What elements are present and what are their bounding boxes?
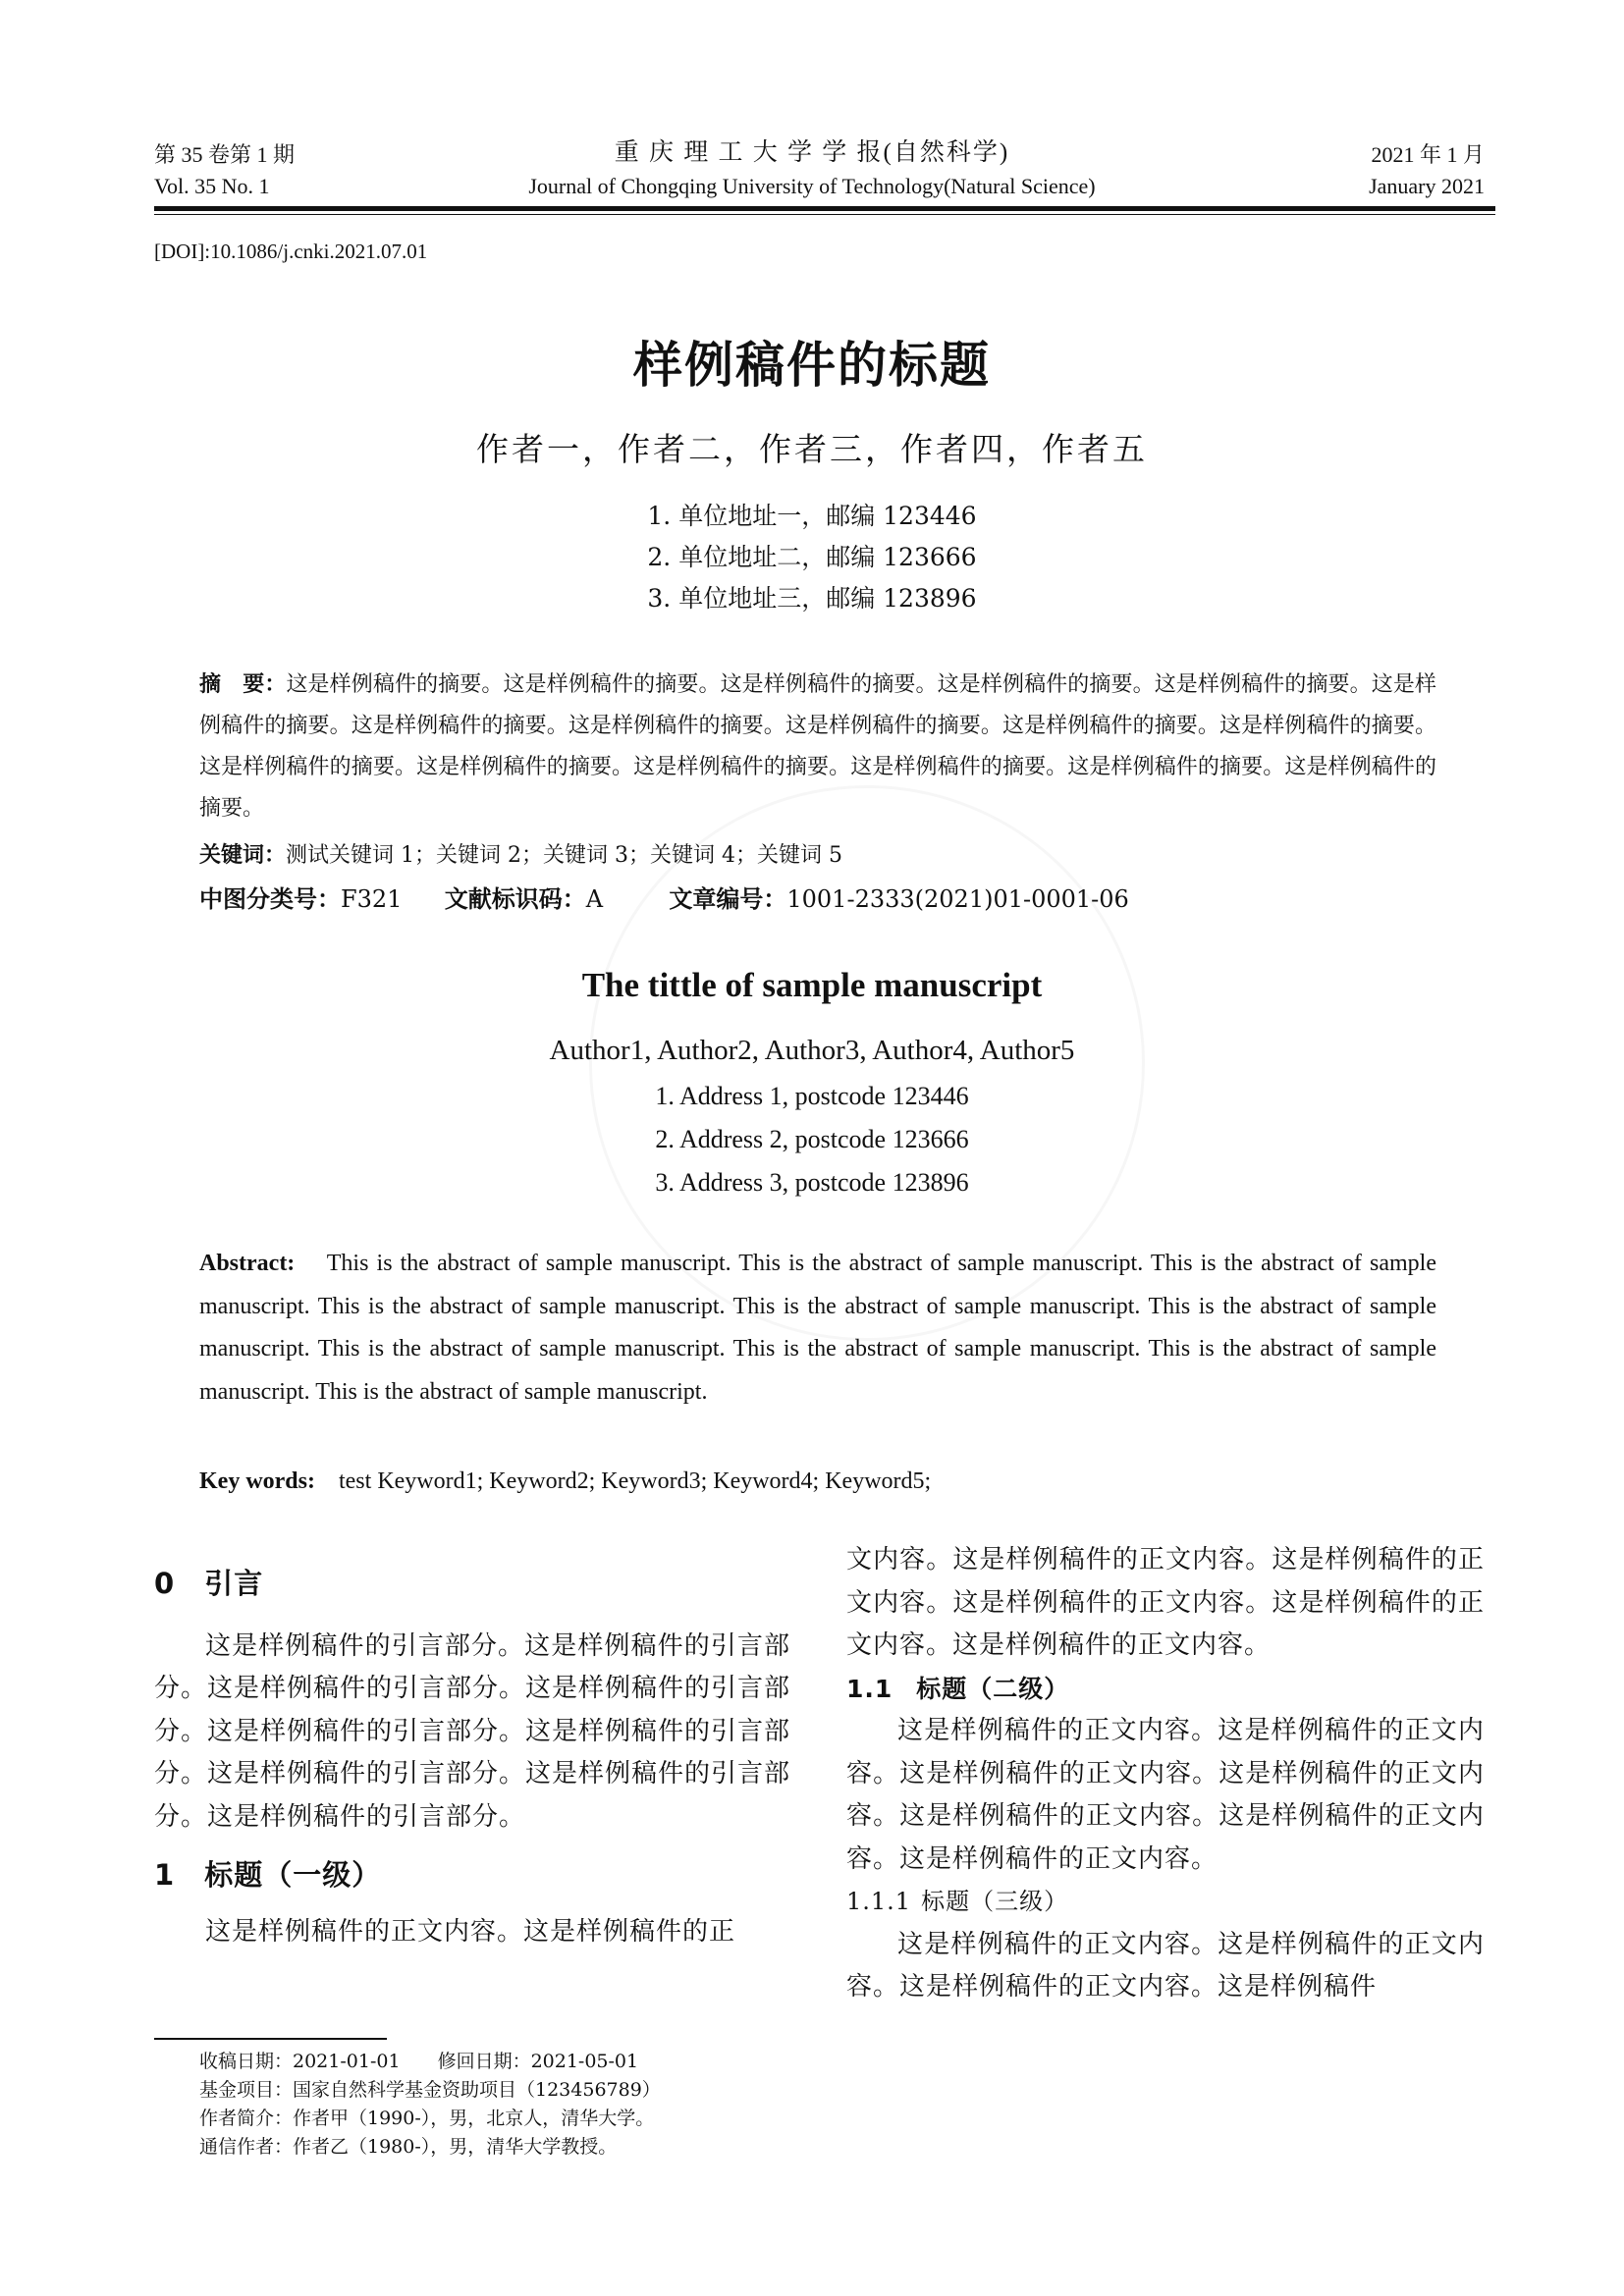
classification-line: [199, 879, 1476, 920]
affiliation-en-2: 2. Address 2, postcode 123666: [655, 1125, 969, 1153]
section-0-heading: [154, 1563, 790, 1606]
footnote-corresponding: 通信作者：作者乙（1980-），男，清华大学教授。: [199, 2136, 618, 2158]
affiliation-en-3: 3. Address 3, postcode 123896: [655, 1168, 969, 1197]
keywords-cn-text: 测试关键词 1；关键词 2；关键词 3；关键词 4；关键词 5: [286, 843, 842, 868]
section-1-1-1-heading: [846, 1881, 1485, 1924]
header-journal-cn: 重 庆 理 工 大 学 学 报(自然科学): [614, 139, 1010, 166]
abstract-en-text: This is the abstract of sample manuscript. This is the abstract of sample manuscript. This is the abstract of sample manuscript. This is the abstract of sample manuscript. This is the abstract of sample manuscript. This is the abstract of sample manuscript. This is the abstract of sample manuscript. This is the abstract of sample manuscript. This is the abstract of sample manuscript. This is the abstract of sample manuscript.: [199, 1251, 1436, 1405]
article-no-value: 1001-2333(2021)01-0001-06: [786, 885, 1129, 913]
header-journal-en: Journal of Chongqing University of Technology(Natural Science): [528, 174, 1096, 198]
header-volume-en: Vol. 35 No. 1: [154, 174, 270, 198]
section-0-title: 引言: [204, 1567, 264, 1600]
keywords-en: [199, 1461, 1436, 1504]
section-1-title: 标题（一级）: [204, 1858, 382, 1892]
footnote-fund: 基金项目：国家自然科学基金资助项目（123456789）: [199, 2079, 661, 2101]
section-1-1-number: 1.1: [846, 1674, 893, 1703]
footnote-dates: [199, 2048, 638, 2076]
abstract-cn-text: 这是样例稿件的摘要。这是样例稿件的摘要。这是样例稿件的摘要。这是样例稿件的摘要。这是样例稿件的摘要。这是样例稿件的摘要。这是样例稿件的摘要。这是样例稿件的摘要。这是样例稿件的摘要。这是样例稿件的摘要。这是样例稿件的摘要。这是样例稿件的摘要。这是样例稿件的摘要。这是样例稿件的摘要。这是样例稿件的摘要。这是样例稿件的摘要。这是样例稿件的摘要。: [199, 672, 1436, 821]
section-1-1-title: 标题（二级）: [916, 1674, 1070, 1703]
header-rule-thin: [154, 214, 1495, 215]
clc-value: F321: [341, 885, 403, 913]
doi: [DOI]:10.1086/j.cnki.2021.07.01: [154, 240, 428, 263]
keywords-en-label: Key words:: [199, 1468, 315, 1494]
authors-cn: 作者一，作者二，作者三，作者四，作者五: [476, 430, 1148, 468]
affiliation-cn-1: 1. 单位地址一，邮编 123446: [647, 502, 977, 530]
section-0-number: 0: [154, 1567, 176, 1600]
header-volume-cn: 第 35 卷第 1 期: [154, 142, 296, 167]
revised-date: 修回日期：2021-05-01: [437, 2051, 639, 2072]
continued-paragraph: 文内容。这是样例稿件的正文内容。这是样例稿件的正文内容。这是样例稿件的正文内容。这是样例稿件的正文内容。这是样例稿件的正文内容。: [846, 1545, 1485, 1660]
clc-label: 中图分类号：: [199, 885, 341, 913]
section-1-paragraph: 这是样例稿件的正文内容。这是样例稿件的正: [205, 1916, 736, 1947]
affiliation-en-1: 1. Address 1, postcode 123446: [655, 1082, 969, 1110]
authors-en: Author1, Author2, Author3, Author4, Author5: [549, 1035, 1075, 1066]
section-1-1-1-number: 1.1.1: [846, 1888, 912, 1915]
header-date-en: January 2021: [1369, 174, 1485, 198]
abstract-en: [199, 1243, 1436, 1414]
section-1-1-1-title: 标题（三级）: [921, 1888, 1069, 1915]
doc-code-value: A: [585, 885, 604, 913]
abstract-cn-label: 摘 要：: [199, 672, 287, 697]
left-column: [154, 1563, 790, 1953]
section-1-1-paragraph: 这是样例稿件的正文内容。这是样例稿件的正文内容。这是样例稿件的正文内容。这是样例稿件的正文内容。这是样例稿件的正文内容。这是样例稿件的正文内容。这是样例稿件的正文内容。: [846, 1716, 1485, 1874]
title-cn: 样例稿件的标题: [633, 337, 991, 394]
affiliation-cn-2: 2. 单位地址二，邮编 123666: [647, 543, 977, 571]
section-1-1-1-paragraph: 这是样例稿件的正文内容。这是样例稿件的正文内容。这是样例稿件的正文内容。这是样例稿件: [846, 1929, 1485, 2002]
affiliation-cn-3: 3. 单位地址三，邮编 123896: [647, 584, 977, 613]
keywords-en-text: test Keyword1; Keyword2; Keyword3; Keyword4; Keyword5;: [338, 1468, 932, 1494]
abstract-cn: [199, 665, 1436, 829]
section-1-1-heading: [846, 1668, 1485, 1711]
footnote-rule: [154, 2038, 387, 2040]
title-en: The tittle of sample manuscript: [581, 966, 1043, 1004]
header-rule-thick: [154, 206, 1495, 211]
abstract-en-label: Abstract:: [199, 1251, 296, 1276]
header-date-cn: 2021 年 1 月: [1371, 142, 1485, 167]
article-no-label: 文章编号：: [669, 885, 787, 913]
section-1-heading: [154, 1854, 790, 1897]
keywords-cn-label: 关键词：: [199, 843, 287, 868]
received-date: 收稿日期：2021-01-01: [199, 2051, 401, 2072]
footnote-author-bio: 作者简介：作者甲（1990-），男，北京人，清华大学。: [199, 2108, 655, 2129]
section-1-number: 1: [154, 1858, 176, 1892]
keywords-cn: [199, 835, 1436, 877]
right-column: [846, 1539, 1485, 2009]
doc-code-label: 文献标识码：: [444, 885, 586, 913]
section-0-paragraph: 这是样例稿件的引言部分。这是样例稿件的引言部分。这是样例稿件的引言部分。这是样例稿件的引言部分。这是样例稿件的引言部分。这是样例稿件的引言部分。这是样例稿件的引言部分。这是样例稿件的引言部分。这是样例稿件的引言部分。: [154, 1630, 791, 1832]
